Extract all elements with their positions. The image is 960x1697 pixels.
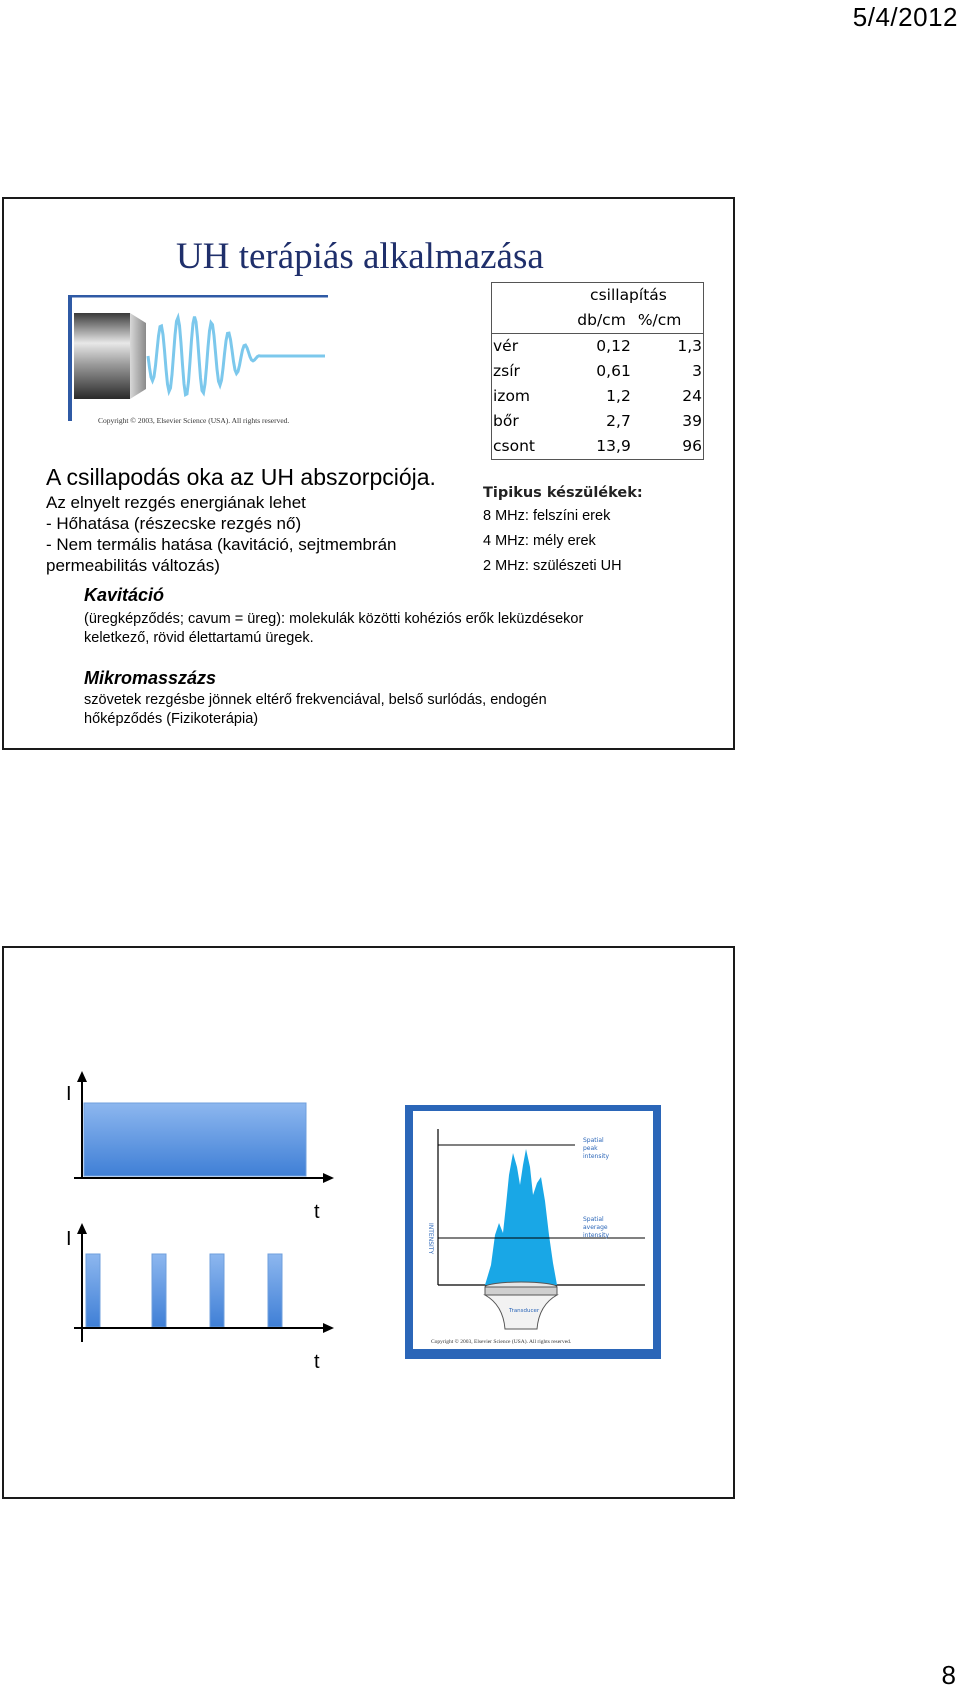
intensity-graphs	[4, 948, 733, 1497]
device-item: 4 MHz: mély erek	[483, 533, 596, 549]
slide-title: UH terápiás alkalmazása	[176, 236, 544, 277]
table-row	[492, 359, 704, 384]
cavitation-line: (üregképződés; cavum = üreg): molekulák közötti kohéziós erők leküzdésekor	[84, 611, 584, 627]
cell-pct: 3	[692, 362, 702, 380]
cell-pct: 1,3	[677, 337, 702, 355]
devices-title: Tipikus készülékek:	[483, 485, 643, 501]
slide-intensity-modes	[2, 946, 735, 1499]
cavitation-heading: Kavitáció	[84, 585, 165, 605]
micromassage-section	[84, 668, 547, 729]
pulse-bar	[210, 1254, 224, 1327]
cell-tissue: izom	[493, 387, 531, 405]
devices-box	[483, 483, 643, 576]
transducer-wave-image	[68, 295, 332, 427]
micromassage-heading: Mikromasszázs	[84, 668, 217, 688]
cell-db: 0,12	[596, 337, 631, 355]
energy-line: - Hőhatása (részecske rezgés nő)	[46, 514, 302, 533]
energy-list	[46, 492, 397, 576]
micromassage-line: hőképződés (Fizikoterápia)	[84, 711, 259, 727]
energy-line: permeabilitás változás)	[46, 556, 220, 575]
cell-pct: 24	[682, 387, 702, 405]
peak-label: Spatial	[583, 1137, 604, 1144]
pulsed-y-label: I	[66, 1228, 72, 1250]
device-item: 8 MHz: felszíni erek	[483, 508, 611, 524]
cavitation-section	[84, 585, 583, 648]
micromassage-line: szövetek rezgésbe jönnek eltérő frekvenciával, belső surlódás, endogén	[84, 692, 547, 708]
table-header-db: db/cm	[554, 308, 632, 334]
cell-db: 1,2	[606, 387, 631, 405]
pulse-bar	[86, 1254, 100, 1327]
continuous-bar	[84, 1103, 306, 1176]
slide-ultrasound-therapy	[2, 197, 735, 750]
table-header-pct: %/cm	[632, 308, 704, 334]
energy-line: Az elnyelt rezgés energiának lehet	[46, 493, 306, 512]
table-row	[492, 434, 704, 460]
cell-db: 13,9	[596, 437, 631, 455]
continuous-mode-graph	[66, 1071, 334, 1223]
device-item: 2 MHz: szülészeti UH	[483, 558, 622, 574]
cell-pct: 39	[682, 412, 702, 430]
average-label: average	[583, 1224, 608, 1231]
beam-figure-caption: Copyright © 2003, Elsevier Science (USA). All rights reserved.	[431, 1339, 572, 1345]
continuous-y-label: I	[66, 1083, 72, 1105]
cell-tissue: csont	[493, 437, 535, 455]
wave-curve	[148, 317, 325, 395]
cell-db: 0,61	[596, 362, 631, 380]
transducer-label: Transducer	[509, 1308, 540, 1314]
table-row	[492, 334, 704, 360]
beam-axis-label: INTENSITY	[427, 1223, 434, 1255]
table-row	[492, 409, 704, 434]
page-number: 8	[941, 1660, 956, 1690]
page-date: 5/4/2012	[852, 2, 958, 32]
table-header-attenuation: csillapítás	[590, 286, 667, 304]
cell-tissue: bőr	[493, 412, 519, 430]
beam-intensity-figure	[405, 1105, 661, 1359]
pulsed-x-label: t	[314, 1351, 320, 1373]
absorption-heading: A csillapodás oka az UH abszorpciója.	[46, 464, 436, 490]
continuous-x-label: t	[314, 1201, 320, 1223]
average-label: intensity	[583, 1232, 610, 1239]
cell-db: 2,7	[606, 412, 631, 430]
cell-pct: 96	[682, 437, 702, 455]
cell-tissue: zsír	[493, 362, 520, 380]
average-label: Spatial	[583, 1216, 604, 1223]
table-row	[492, 384, 704, 409]
transducer-image-caption: Copyright © 2003, Elsevier Science (USA). All rights reserved.	[98, 416, 290, 425]
pulse-bar	[268, 1254, 282, 1327]
peak-label: intensity	[583, 1153, 610, 1160]
peak-label: peak	[583, 1145, 598, 1152]
pulse-bar	[152, 1254, 166, 1327]
pulsed-mode-graph	[66, 1223, 334, 1373]
attenuation-table	[491, 282, 704, 460]
cavitation-line: keletkező, rövid élettartamú üregek.	[84, 630, 314, 646]
energy-line: - Nem termális hatása (kavitáció, sejtmembrán	[46, 535, 397, 554]
cell-tissue: vér	[493, 337, 519, 355]
